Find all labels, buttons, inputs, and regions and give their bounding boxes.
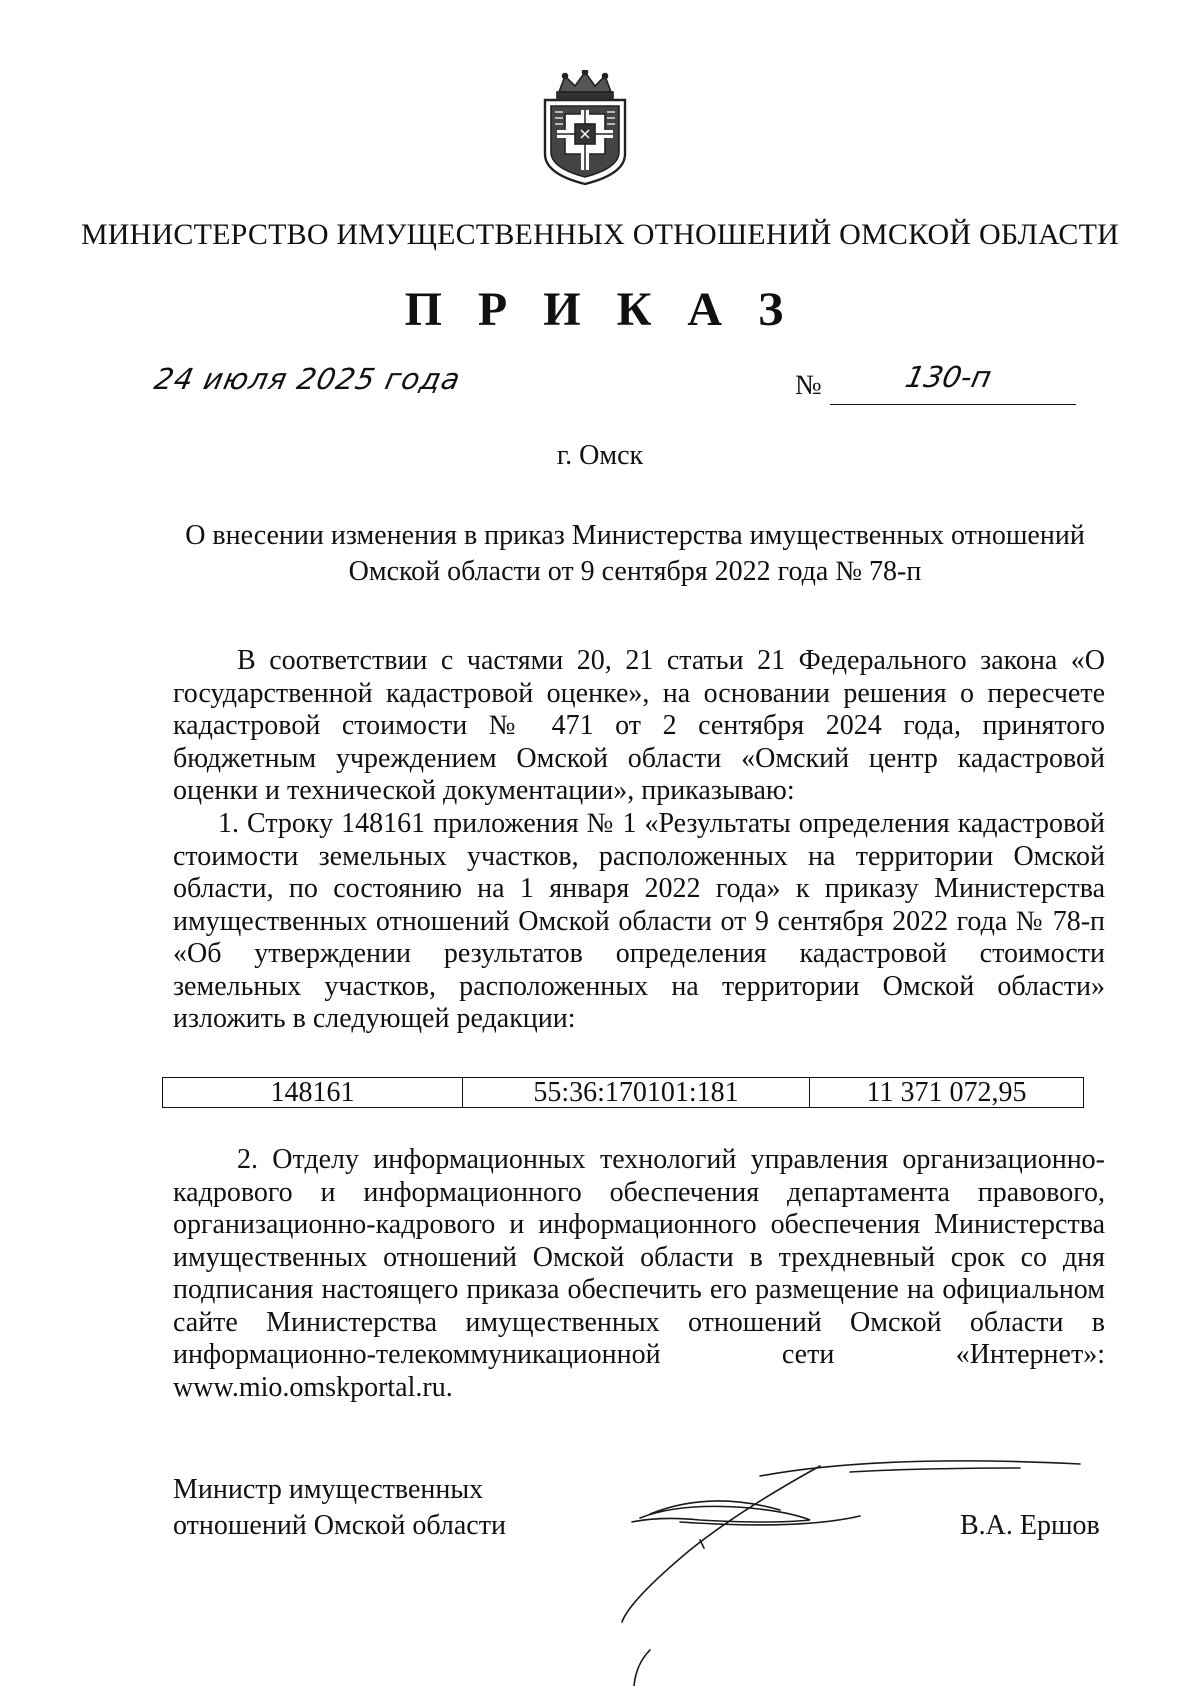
table-cell-cadastral-value: 11 371 072,95 <box>866 1076 1027 1108</box>
preamble-paragraph: В соответствии с частями 20, 21 статьи 21 Федерального закона «О государственной кадастровой оценке», на основании решения о пересчете кадастровой стоимости № 471 от 2 сентября 2024 года, принятого бюджетным учреждением Омской области «Омский центр кадастровой оценки и технической документации», приказываю: <box>173 645 1105 806</box>
table-cell-cadastral-number: 55:36:170101:181 <box>463 1078 810 1107</box>
cadastral-value-table <box>162 1077 1084 1108</box>
subject-line-2: Омской области от 9 сентября 2022 года № 78-п <box>348 556 922 587</box>
subject-line-1: О внесении изменения в приказ Министерства имущественных отношений <box>185 520 1085 551</box>
signer-position-line-2: отношений Омской области <box>173 1510 506 1541</box>
table-cell-row-number: 148161 <box>163 1078 463 1107</box>
city: г. Омск <box>556 440 644 471</box>
order-number-label: № <box>795 370 822 401</box>
coat-of-arms-icon <box>537 70 633 186</box>
document-type-title: П Р И К А З <box>404 283 796 336</box>
order-number-handwritten: 130-п <box>902 360 995 394</box>
clause-2-paragraph: 2. Отделу информационных технологий управления организационно-кадрового и информационного обеспечения департамента правового, организационно-кадрового и информационного обеспечения Министерства имущественных отношений Омской области в трехдневный срок со дня подписания настоящего приказа обеспечить его размещение на официальном сайте Министерства имущественных отношений Омской области в информационно-телекоммуникационной сети «Интернет»: www.mio.omskportal.ru. <box>173 1144 1105 1403</box>
clause-1-paragraph: 1. Строку 148161 приложения № 1 «Результаты определения кадастровой стоимости земельных участков, расположенных на территории Омской области, по состоянию на 1 января 2022 года» к приказу Министерства имущественных отношений Омской области от 9 сентября 2022 года № 78-п «Об утверждении результатов определения кадастровой стоимости земельных участков, расположенных на территории Омской области» изложить в следующей редакции: <box>173 808 1105 1034</box>
handwritten-signature-icon <box>620 1450 1090 1686</box>
signer-position-line-1: Министр имущественных <box>173 1474 484 1505</box>
order-number-underline <box>830 404 1076 405</box>
order-date-handwritten: 24 июля 2025 года <box>151 362 465 396</box>
signer-name: В.А. Ершов <box>960 1510 1100 1541</box>
order-subject <box>130 518 1140 590</box>
ministry-name: МИНИСТЕРСТВО ИМУЩЕСТВЕННЫХ ОТНОШЕНИЙ ОМСКОЙ ОБЛАСТИ <box>80 218 1120 251</box>
signer-position <box>173 1472 573 1544</box>
